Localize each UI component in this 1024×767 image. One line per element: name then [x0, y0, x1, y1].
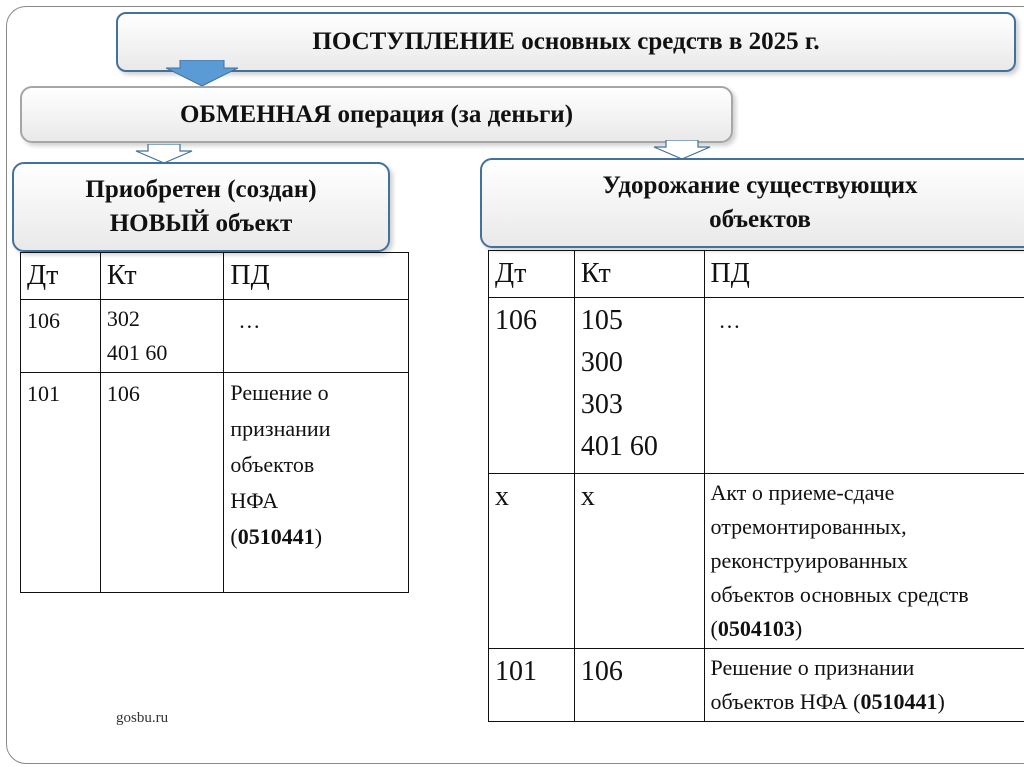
- slide-title: [116, 12, 1016, 72]
- table-header-row: [489, 251, 1024, 298]
- cell-kt: х: [574, 474, 704, 649]
- kt-account: 300: [580, 347, 623, 378]
- down-arrow-icon: [166, 60, 238, 86]
- pd-code-line: [711, 612, 1022, 646]
- pd-code: 0504103: [717, 616, 795, 641]
- cell-dt: х: [489, 474, 575, 649]
- pd-text: признании: [230, 416, 331, 441]
- pd-code-line: [230, 519, 402, 555]
- cell-kt: [100, 300, 224, 373]
- cell-pd: [704, 474, 1024, 649]
- new-object-table: [20, 252, 409, 593]
- cell-kt: 106: [574, 649, 704, 722]
- kt-account: 105: [580, 305, 623, 336]
- title-text: ПОСТУПЛЕНИЕ основных средств в 2025 г.: [312, 28, 820, 55]
- pd-paren: ): [937, 689, 945, 714]
- table-row: [489, 474, 1024, 649]
- operation-box: [20, 86, 733, 143]
- cell-dt: 106: [21, 300, 101, 373]
- kt-account: 401 60: [580, 431, 658, 462]
- cell-kt: [574, 298, 704, 474]
- pd-text: объектов основных средств: [710, 582, 969, 607]
- upgrade-table: [488, 250, 1024, 722]
- pd-text: реконструированных: [710, 548, 908, 573]
- new-object-line1: Приобретен (создан): [85, 176, 317, 203]
- pd-paren: (: [230, 524, 238, 549]
- cell-pd: [224, 373, 409, 593]
- cell-kt: 106: [100, 373, 224, 593]
- upgrade-line1: Удорожание существующих: [602, 172, 918, 199]
- header-pd: ПД: [704, 251, 1024, 298]
- header-pd: ПД: [224, 253, 409, 300]
- pd-paren: ): [794, 616, 803, 641]
- pd-code: 0510441: [237, 524, 315, 549]
- down-arrow-icon: [652, 140, 712, 160]
- pd-text: Акт о приеме-сдаче: [710, 480, 895, 505]
- cell-pd: [704, 649, 1024, 722]
- kt-account: 302: [106, 306, 140, 331]
- new-object-box: [12, 162, 390, 252]
- pd-code: 0510441: [860, 689, 938, 714]
- down-arrow-icon: [134, 144, 194, 164]
- cell-dt: 101: [21, 373, 101, 593]
- pd-text: объектов: [230, 452, 315, 477]
- cell-dt: 101: [489, 649, 575, 722]
- pd-paren: ): [314, 524, 323, 549]
- pd-text: Решение о: [230, 380, 329, 405]
- kt-account: 303: [580, 389, 623, 420]
- source-footer: gosbu.ru: [116, 710, 169, 726]
- operation-text: ОБМЕННАЯ операция (за деньги): [179, 100, 574, 128]
- pd-text: объектов НФА (: [710, 689, 861, 714]
- pd-ellipsis: …: [238, 308, 261, 333]
- cell-pd: [224, 300, 409, 373]
- pd-paren: (: [710, 616, 718, 641]
- cell-pd: [704, 298, 1024, 474]
- new-object-line2: НОВЫЙ объект: [109, 210, 293, 237]
- table-row: [489, 298, 1024, 474]
- header-kt: Кт: [100, 253, 224, 300]
- table-row: [21, 300, 409, 373]
- table-header-row: [21, 253, 409, 300]
- header-kt: Кт: [574, 251, 704, 298]
- cell-dt: 106: [489, 298, 575, 474]
- table-row: [489, 649, 1024, 722]
- kt-account: 401 60: [106, 340, 168, 365]
- header-dt: Дт: [489, 251, 575, 298]
- upgrade-box: [480, 158, 1024, 248]
- table-row: [21, 373, 409, 593]
- pd-ellipsis: …: [718, 308, 741, 333]
- pd-text: отремонтированных,: [710, 514, 907, 539]
- pd-text: НФА: [230, 488, 279, 513]
- header-dt: Дт: [21, 253, 101, 300]
- pd-text: Решение о признании: [710, 655, 915, 680]
- upgrade-line2: объектов: [709, 206, 811, 233]
- pd-code-line: [711, 685, 1022, 719]
